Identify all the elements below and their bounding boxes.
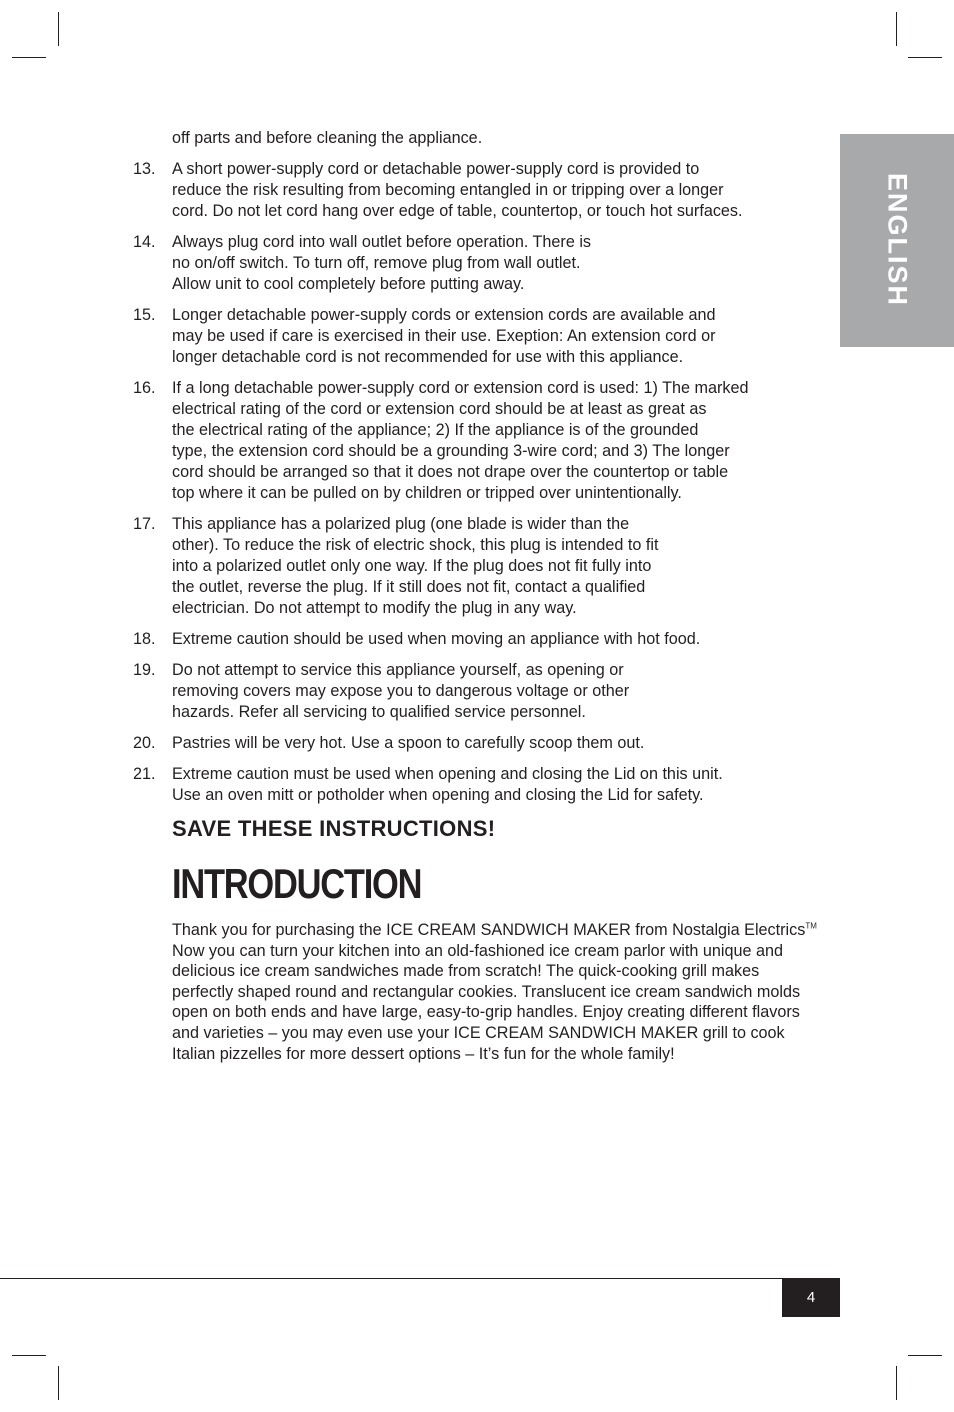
crop-mark <box>896 1366 897 1400</box>
introduction-text-end: Now you can turn your kitchen into an old-fashioned ice cream parlor with unique and delicious ice cream sandwiches made from scratch! The quick-cooking grill makes perfectly shaped round and rectangular cookies. Translucent ice cream sandwich molds open on both ends and have large, easy-to-grip handles. Enjoy creating different flavors and varieties – you may even use your ICE CREAM SANDWICH MAKER grill to cook Italian pizzelles for more dessert options – It’s fun for the whole family! <box>172 941 801 1063</box>
page-number: 4 <box>806 1289 816 1306</box>
introduction-paragraph <box>172 920 822 1064</box>
list-item-text: Always plug cord into wall outlet before operation. There is no on/off switch. To turn off, remove plug from wall outlet. Allow unit to cool completely before putting away. <box>172 233 592 293</box>
list-item <box>133 378 823 504</box>
list-item-number: 14. <box>133 233 156 251</box>
save-instructions-heading: SAVE THESE INSTRUCTIONS! <box>172 816 496 841</box>
list-item-text: Pastries will be very hot. Use a spoon to carefully scoop them out. <box>172 734 645 752</box>
footer-rule <box>0 1278 840 1279</box>
instruction-list <box>133 159 823 806</box>
list-item-number: 21. <box>133 765 156 783</box>
list-item <box>133 159 823 222</box>
list-item <box>133 514 823 619</box>
list-item <box>133 305 823 368</box>
language-tab-label: ENGLISH <box>882 172 913 308</box>
page-number-box <box>782 1278 840 1317</box>
main-content <box>133 128 823 1064</box>
crop-mark <box>58 1366 59 1400</box>
list-item <box>133 232 823 295</box>
list-item <box>133 764 823 806</box>
list-item-number: 17. <box>133 515 156 533</box>
crop-mark <box>12 57 46 58</box>
crop-mark <box>908 57 942 58</box>
introduction-text-start: Thank you for purchasing the ICE CREAM SANDWICH MAKER from Nostalgia Electrics <box>172 921 806 939</box>
list-item <box>133 660 823 723</box>
list-item <box>133 733 823 754</box>
list-item-number: 19. <box>133 661 156 679</box>
trademark-symbol: TM <box>805 921 817 931</box>
list-item-text: A short power-supply cord or detachable power-supply cord is provided to reduce the risk resulting from becoming entangled in or tripping over a longer cord. Do not let cord hang over edge of table, countertop, or touch hot surfaces. <box>172 160 743 220</box>
crop-mark <box>12 1355 46 1356</box>
list-item-text: Do not attempt to service this appliance yourself, as opening or removing covers may expose you to dangerous voltage or other hazards. Refer all servicing to qualified service personnel. <box>172 661 630 721</box>
language-tab <box>840 134 954 347</box>
list-item-text: Longer detachable power-supply cords or extension cords are available and may be used if care is exercised in their use. Exeption: An extension cord or longer detachable cord is not recommended for use with this appliance. <box>172 306 716 366</box>
list-item-number: 20. <box>133 734 156 752</box>
crop-mark <box>58 12 59 46</box>
list-item-text: If a long detachable power-supply cord or extension cord is used: 1) The marked electrical rating of the cord or extension cord should be at least as great as the electrical rating of the appliance; 2) If the appliance is of the grounded type, the extension cord should be a grounding 3-wire cord; and 3) The longer cord should be arranged so that it does not drape over the countertop or table top where it can be pulled on by children or tripped over unintentionally. <box>172 379 749 502</box>
list-item-text: Extreme caution should be used when moving an appliance with hot food. <box>172 630 701 648</box>
continuation-text: off parts and before cleaning the appliance. <box>172 129 483 147</box>
introduction-heading: INTRODUCTION <box>172 860 422 907</box>
list-item <box>133 629 823 650</box>
list-item-text: Extreme caution must be used when opening and closing the Lid on this unit. Use an oven mitt or potholder when opening and closing the Lid for safety. <box>172 765 723 804</box>
list-item-number: 16. <box>133 379 156 397</box>
list-item-number: 13. <box>133 160 156 178</box>
list-item-number: 18. <box>133 630 156 648</box>
crop-mark <box>908 1355 942 1356</box>
list-item-number: 15. <box>133 306 156 324</box>
crop-mark <box>896 12 897 46</box>
list-item-text: This appliance has a polarized plug (one blade is wider than the other). To reduce the risk of electric shock, this plug is intended to fit into a polarized outlet only one way. If the plug does not fit fully into the outlet, reverse the plug. If it still does not fit, contact a qualified electrician. Do not attempt to modify the plug in any way. <box>172 515 659 617</box>
